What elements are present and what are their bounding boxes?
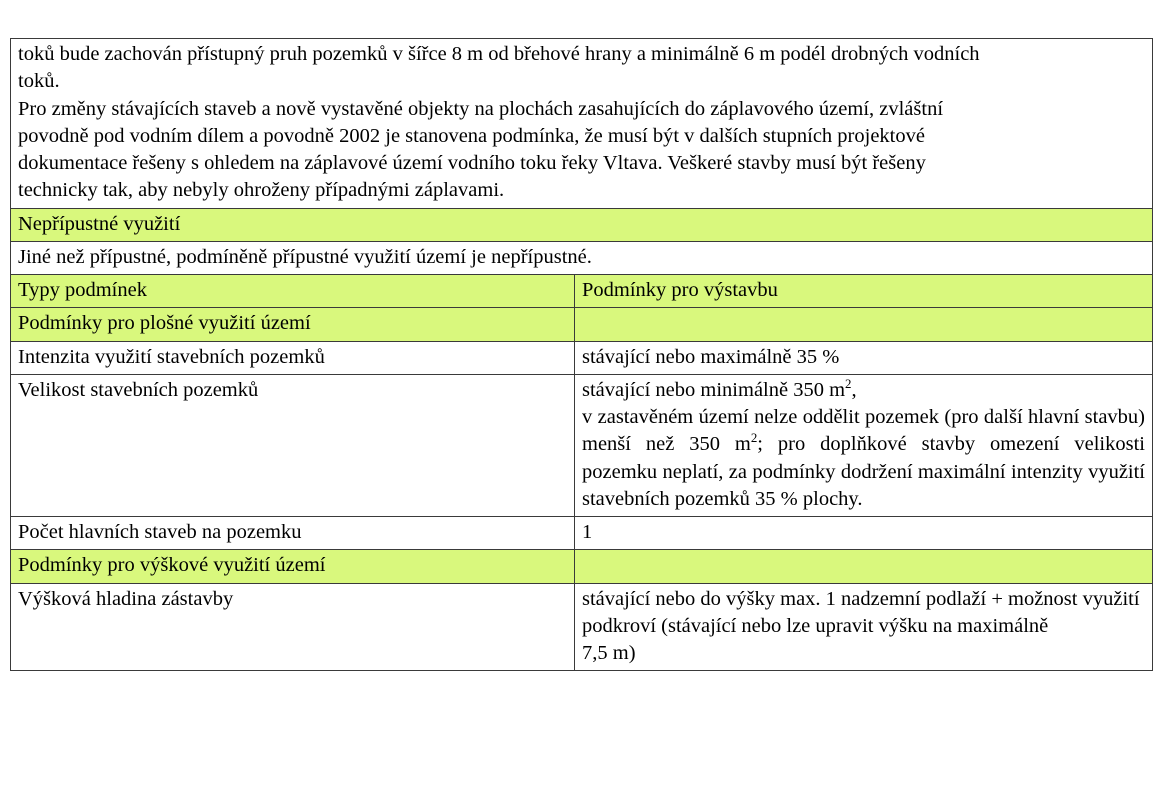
group-value-plosne-vyuziti — [575, 308, 1153, 341]
row-value-vyskova-hladina — [575, 583, 1153, 671]
table-row-column-headers — [11, 275, 1153, 308]
table-row-intenzita — [11, 341, 1153, 374]
table-row-nepripustne-header — [11, 208, 1153, 241]
velikost-line-2-text: v zastavěném území nelze oddělit pozemek (pro další hlavní stavbu) menší než 350 m — [582, 406, 1145, 456]
row-label-vyskova-hladina: Výšková hladina zástavby — [11, 583, 575, 671]
velikost-line-1 — [582, 377, 1145, 404]
row-label-pocet-hlavnich-staveb: Počet hlavních staveb na pozemku — [11, 517, 575, 550]
velikost-line-2-suffix: ; pro doplňkové stavby omezení velikosti pozemku neplatí, za podmínky dodržení maximální intenzity využití stavebních pozemků 35 % plochy. — [582, 433, 1145, 510]
table-row-group-plosne — [11, 308, 1153, 341]
intro-paragraph-1-line-2: toků. — [18, 70, 60, 93]
table-row-group-vyskove — [11, 550, 1153, 583]
zoning-conditions-table — [10, 38, 1153, 671]
velikost-line-1-text: stávající nebo minimálně 350 m — [582, 378, 846, 401]
table-row-nepripustne-body — [11, 241, 1153, 274]
row-value-velikost-pozemku — [575, 374, 1153, 516]
intro-cell — [11, 39, 1153, 209]
superscript-square-2: 2 — [750, 430, 758, 446]
group-label-vyskove-vyuziti: Podmínky pro výškové využití území — [11, 550, 575, 583]
table-row-vyskova-hladina — [11, 583, 1153, 671]
row-value-pocet-hlavnich-staveb: 1 — [575, 517, 1153, 550]
row-label-velikost-pozemku: Velikost stavebních pozemků — [11, 374, 575, 516]
velikost-line-2 — [582, 404, 1145, 513]
vyskova-value-tail: 7,5 m) — [582, 642, 636, 664]
intro-paragraph-2-line-2: povodně pod vodním dílem a povodně 2002 je stanovena podmínka, že musí být v dalších stupních projektové — [18, 124, 925, 147]
column-header-typy-podminek: Typy podmínek — [11, 275, 575, 308]
vyskova-value-block: stávající nebo do výšky max. 1 nadzemní podlaží + možnost využití podkroví (stávající nebo lze upravit výšku na maximálně — [582, 587, 1140, 637]
section-body-nepripustne-vyuziti: Jiné než přípustné, podmíněně přípustné využití území je nepřípustné. — [11, 241, 1153, 274]
velikost-line-1-suffix: , — [851, 378, 857, 401]
superscript-square-1: 2 — [845, 375, 852, 391]
group-label-plosne-vyuziti: Podmínky pro plošné využití území — [11, 308, 575, 341]
table-row-intro — [11, 39, 1153, 209]
row-label-intenzita-vyuziti: Intenzita využití stavebních pozemků — [11, 341, 575, 374]
group-value-vyskove-vyuziti — [575, 550, 1153, 583]
section-header-nepripustne-vyuziti: Nepřípustné využití — [11, 208, 1153, 241]
intro-paragraph-2-line-1: Pro změny stávajících staveb a nově vystavěné objekty na plochách zasahujících do záplavového území, zvláštní — [18, 97, 944, 120]
row-value-intenzita-vyuziti: stávající nebo maximálně 35 % — [575, 341, 1153, 374]
table-row-velikost — [11, 374, 1153, 516]
intro-paragraph-2-line-3: dokumentace řešeny s ohledem na záplavové území vodního toku řeky Vltava. Veškeré stavby musí být řešeny — [18, 152, 926, 174]
intro-paragraph-2-line-4: technicky tak, aby nebyly ohroženy případnými záplavami. — [18, 179, 505, 202]
table-row-pocet-staveb — [11, 517, 1153, 550]
intro-paragraph-1-line-1: toků bude zachován přístupný pruh pozemků v šířce 8 m od břehové hrany a minimálně 6 m podél drobných vodních — [18, 43, 980, 65]
column-header-podminky-pro-vystavbu: Podmínky pro výstavbu — [575, 275, 1153, 308]
